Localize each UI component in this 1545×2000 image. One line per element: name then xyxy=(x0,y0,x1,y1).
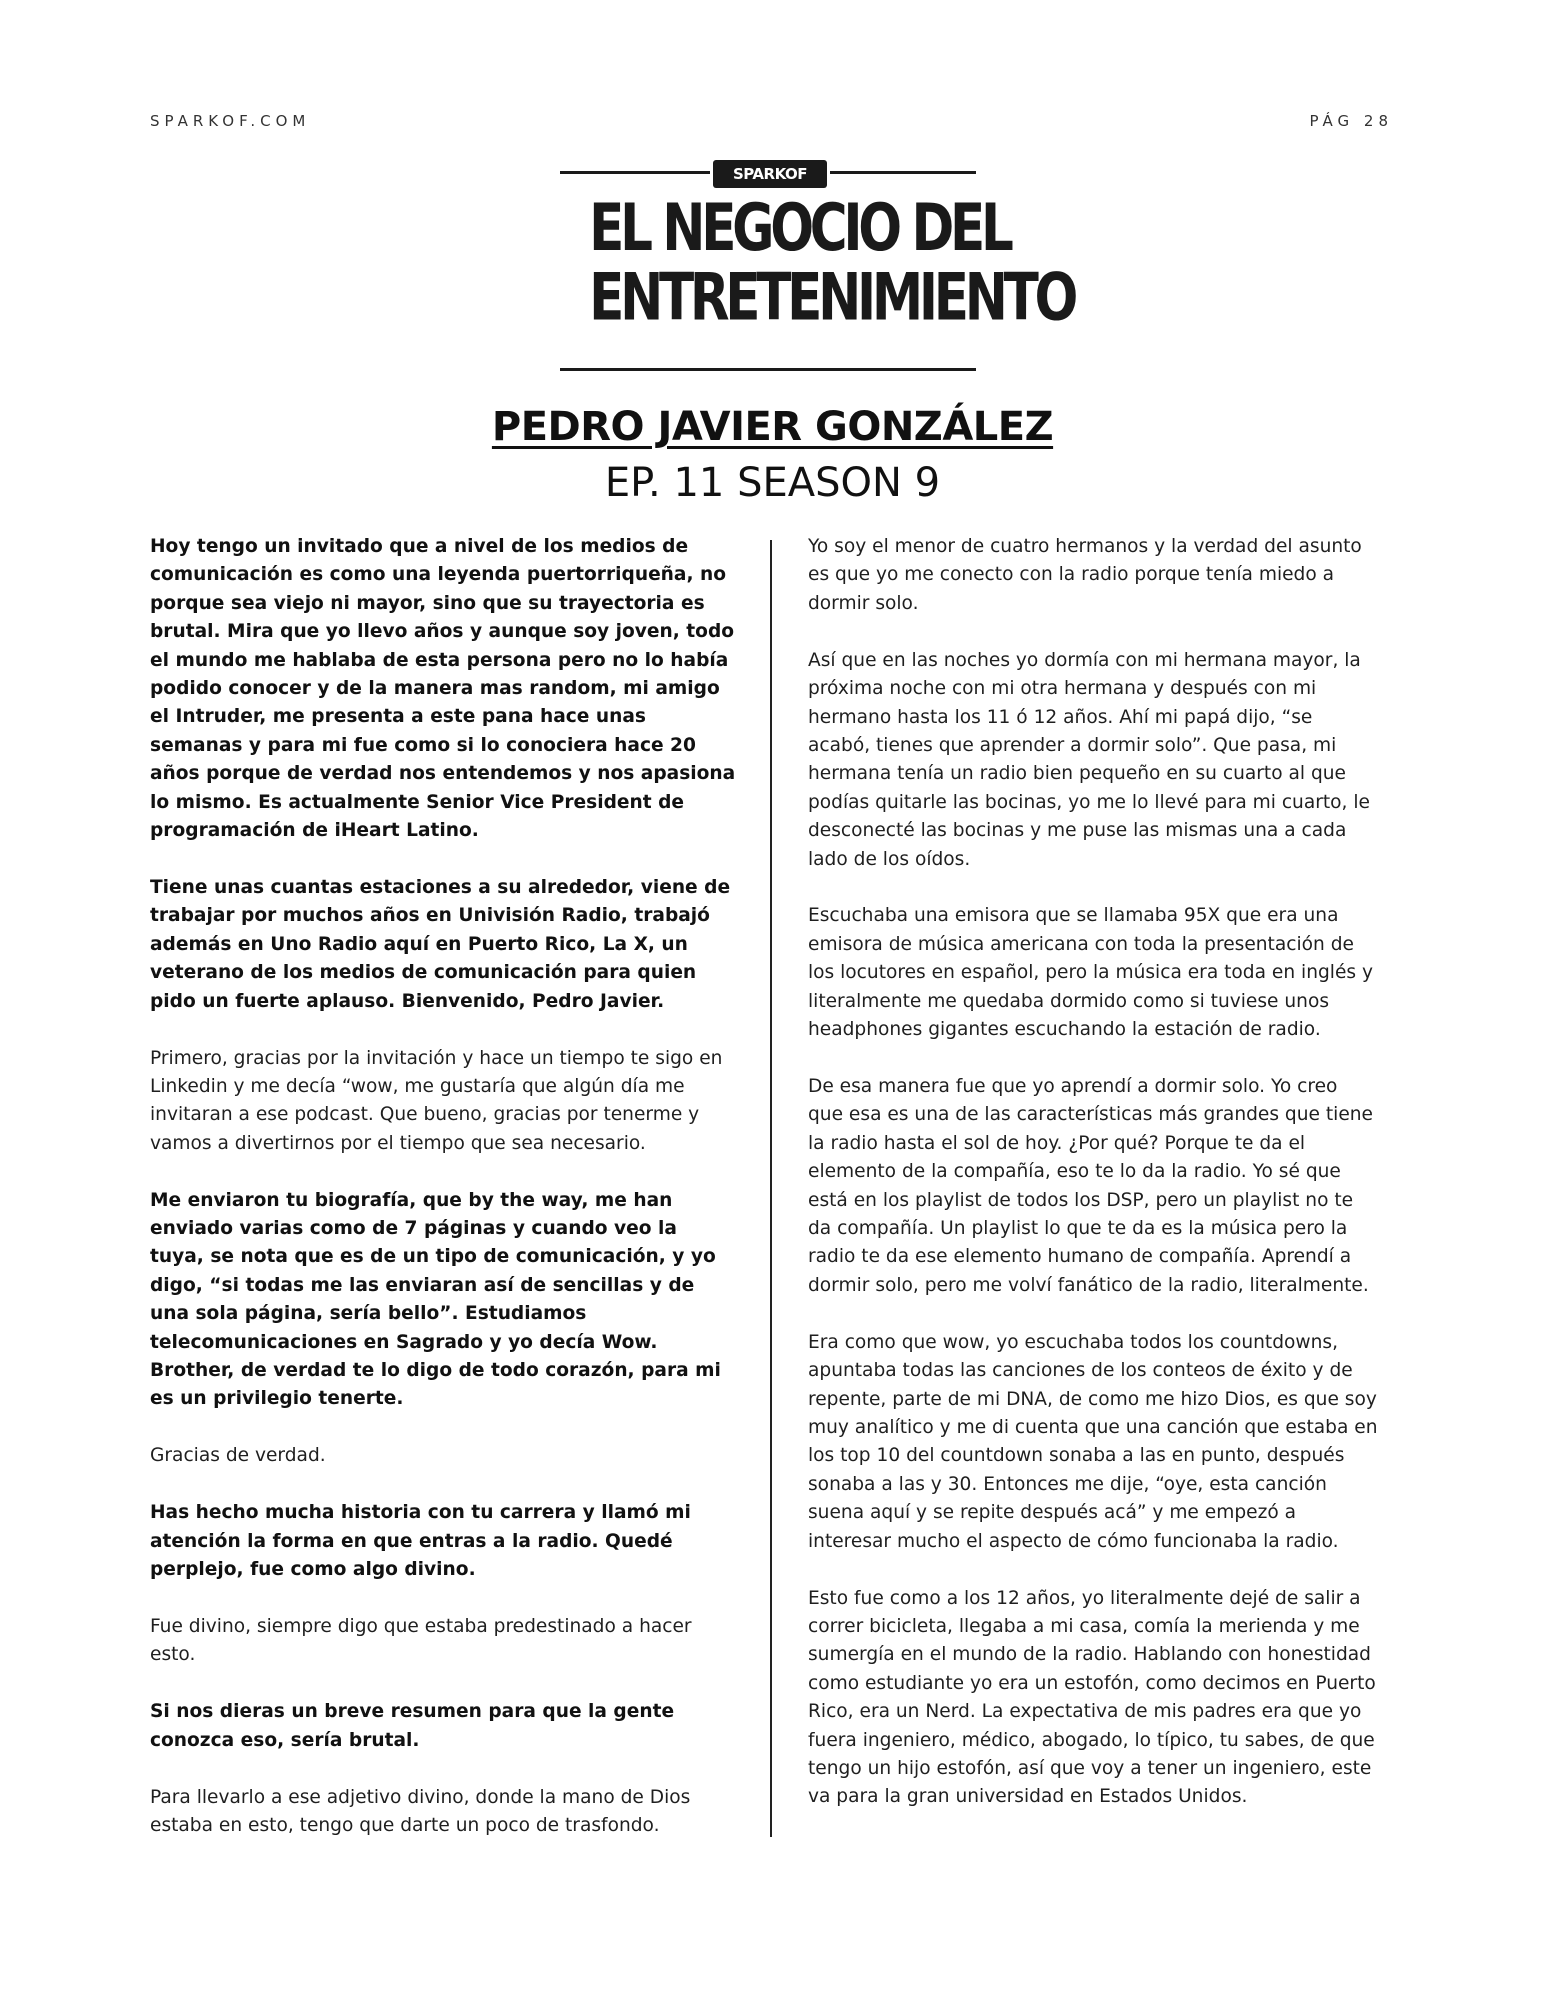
interview-question: Tiene unas cuantas estaciones a su alrededor, viene de trabajar por muchos años en Univisión Radio, trabajó además en Uno Radio aquí en Puerto Rico, La X, un veterano de los medios de comunicación para quien pido un fuerte aplauso. Bienvenido, Pedro Javier. xyxy=(150,876,731,1012)
interview-answer: Primero, gracias por la invitación y hace un tiempo te sigo en Linkedin y me decía “wow, me gustaría que algún día me invitaran a ese podcast. Que bueno, gracias por tenerme y vamos a divertirnos por el tiempo que sea necesario. xyxy=(150,1047,723,1154)
logo-title-line-1: EL NEGOCIO DEL xyxy=(589,190,1010,267)
page-number: PÁG 28 xyxy=(1309,112,1393,130)
logo-rule-bottom xyxy=(560,368,976,371)
interview-answer: Era como que wow, yo escuchaba todos los countdowns, apuntaba todas las canciones de los conteos de éxito y de repente, parte de mi DNA, de como me hizo Dios, es que soy muy analítico y me di cuenta que una canción que estaba en los top 10 del countdown sonaba a las en punto, después sonaba a las y 30. Entonces me dije, “oye, esta canción suena aquí y se repite después acá” y me empezó a interesar mucho el aspecto de cómo funcionaba la radio. xyxy=(808,1331,1378,1552)
site-url: SPARKOF.COM xyxy=(150,112,311,130)
logo-title xyxy=(589,190,1075,336)
interview-answer: Yo soy el menor de cuatro hermanos y la verdad del asunto es que yo me conecto con la radio porque tenía miedo a dormir solo. xyxy=(808,536,1362,614)
interview-answer: Para llevarlo a ese adjetivo divino, donde la mano de Dios estaba en esto, tengo que darte un poco de trasfondo. xyxy=(150,1786,691,1837)
left-column xyxy=(150,533,736,1869)
interview-answer: Escuchaba una emisora que se llamaba 95X que era una emisora de música americana con toda la presentación de los locutores en español, pero la música era toda en inglés y literalmente me quedaba dormido como si tuviese unos headphones gigantes escuchando la estación de radio. xyxy=(808,905,1374,1041)
episode-subheading: EP. 11 SEASON 9 xyxy=(604,460,941,506)
right-column xyxy=(808,533,1378,1840)
interview-question: Me enviaron tu biografía, que by the way, me han enviado varias como de 7 páginas y cuando veo la tuya, se nota que es de un tipo de comunicación, y yo digo, “si todas me las enviaran así de sencillas y de una sola página, sería bello”. Estudiamos telecomunicaciones en Sagrado y yo decía Wow. Brother, de verdad te lo digo de todo corazón, para mi es un privilegio tenerte. xyxy=(150,1189,721,1410)
interview-answer: Fue divino, siempre digo que estaba predestinado a hacer esto. xyxy=(150,1616,692,1666)
logo-rule-top-left xyxy=(560,171,710,174)
logo-badge: SPARKOF xyxy=(713,160,827,188)
interview-answer: Gracias de verdad. xyxy=(150,1445,326,1467)
logo-rule-top-right xyxy=(830,171,976,174)
interview-question: Has hecho mucha historia con tu carrera y llamó mi atención la forma en que entras a la radio. Quedé perplejo, fue como algo divino. xyxy=(150,1502,691,1581)
interview-answer: De esa manera fue que yo aprendí a dormir solo. Yo creo que esa es una de las características más grandes que tiene la radio hasta el sol de hoy. ¿Por qué? Porque te da el elemento de la compañía, eso te lo da la radio. Yo sé que está en los playlist de todos los DSP, pero un playlist no te da compañía. Un playlist lo que te da es la música pero la radio te da ese elemento humano de compañía. Aprendí a dormir solo, pero me volví fanático de la radio, literalmente. xyxy=(808,1076,1373,1296)
interview-question: Si nos dieras un breve resumen para que la gente conozca eso, sería brutal. xyxy=(150,1701,675,1751)
magazine-logo xyxy=(560,160,1075,376)
interview-question: Hoy tengo un invitado que a nivel de los medios de comunicación es como una leyenda puertorriqueña, no porque sea viejo ni mayor, sino que su trayectoria es brutal. Mira que yo llevo años y aunque soy joven, todo el mundo me hablaba de esta persona pero no lo había podido conocer y de la manera mas random, mi amigo el Intruder, me presenta a este pana hace unas semanas y para mi fue como si lo conociera hace 20 años porque de verdad nos entendemos y nos apasiona lo mismo. Es actualmente Senior Vice President de programación de iHeart Latino. xyxy=(150,536,736,842)
logo-title-line-2: ENTRETENIMIENTO xyxy=(589,259,1075,336)
column-divider xyxy=(770,540,772,1837)
interview-answer: Así que en las noches yo dormía con mi hermana mayor, la próxima noche con mi otra hermana y después con mi hermano hasta los 11 ó 12 años. Ahí mi papá dijo, “se acabó, tienes que aprender a dormir solo”. Que pasa, mi hermana tenía un radio bien pequeño en su cuarto al que podías quitarle las bocinas, yo me lo llevé para mi cuarto, le desconecté las bocinas y me puse las mismas una a cada lado de los oídos. xyxy=(808,649,1370,870)
guest-name-heading: PEDRO JAVIER GONZÁLEZ xyxy=(491,404,1054,450)
interview-answer: Esto fue como a los 12 años, yo literalmente dejé de salir a correr bicicleta, llegaba a mi casa, comía la merienda y me sumergía en el mundo de la radio. Hablando con honestidad como estudiante yo era un estofón, como decimos en Puerto Rico, era un Nerd. La expectativa de mis padres era que yo fuera ingeniero, médico, abogado, lo típico, tu sabes, de que tengo un hijo estofón, así que voy a tener un ingeniero, este va para la gran universidad en Estados Unidos. xyxy=(808,1587,1376,1808)
